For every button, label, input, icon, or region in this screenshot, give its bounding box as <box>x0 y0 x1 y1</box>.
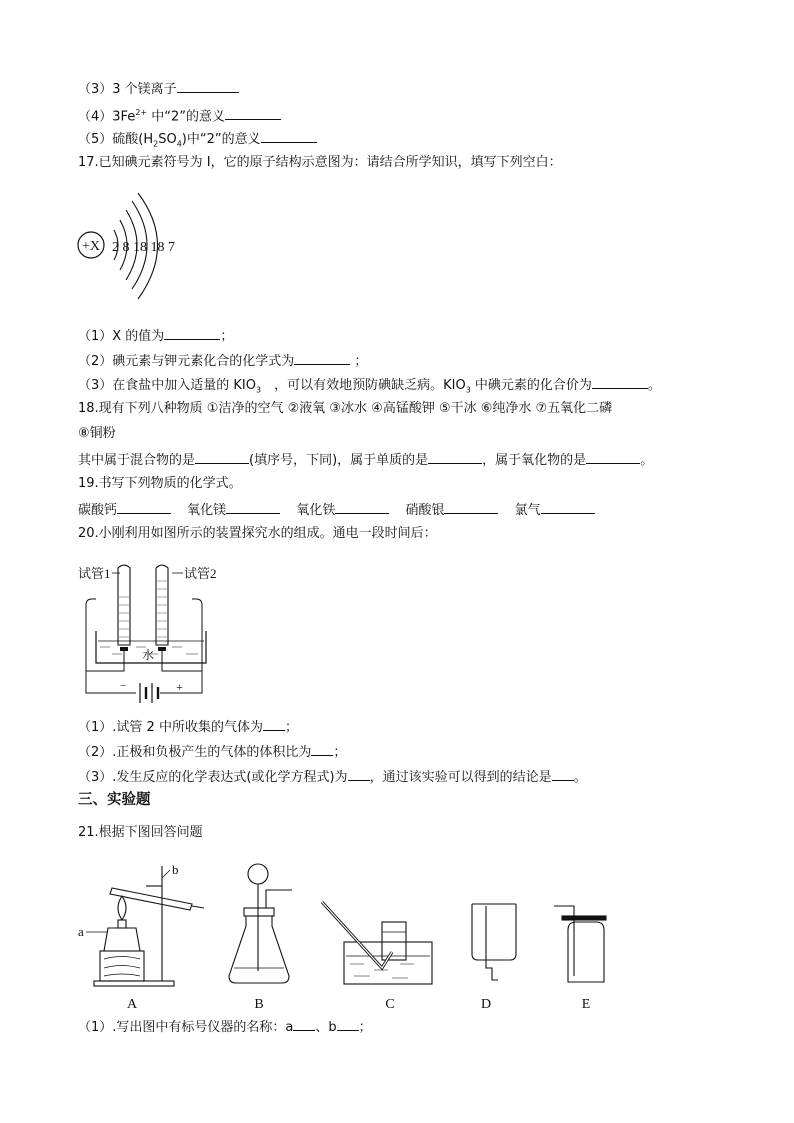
answer-blank[interactable] <box>586 450 640 464</box>
answer-blank[interactable] <box>541 500 595 514</box>
formula-item: 氧化铁 <box>296 503 389 518</box>
tube-2-liquid <box>157 581 167 637</box>
iodine-atom-structure-diagram <box>74 192 194 307</box>
q16-item4: $(4)3Fe^{2+}$ 中“2”的意义 <box>78 104 281 126</box>
nucleus-charge: +X <box>81 239 101 254</box>
flame <box>118 896 126 920</box>
delivery-tube-b <box>266 890 292 908</box>
q19-formula-row <box>78 500 595 520</box>
tube-1-liquid <box>119 597 129 637</box>
q20-sub1: （1）.试管 2 中所收集的气体为 ； <box>78 717 298 737</box>
q20-stem: 20.小刚利用如图所示的装置探究水的组成。通电一段时间后： <box>78 526 437 541</box>
answer-blank[interactable] <box>195 450 249 464</box>
q18-stem-cont: ⑧铜粉 <box>78 426 116 441</box>
q17-stem: 17.已知碘元素符号为 I，它的原子结构示意图为：请结合所学知识，填写下列空白： <box>78 155 562 170</box>
answer-blank[interactable] <box>225 106 281 120</box>
answer-blank[interactable] <box>164 326 220 340</box>
label-b: b <box>172 862 179 877</box>
funnel-bulb <box>248 864 268 884</box>
q21-sub1: （1）.写出图中有标号仪器的名称：a 、b ； <box>78 1017 372 1037</box>
label-apparatus-c: C <box>385 997 395 1012</box>
answer-blank[interactable] <box>348 767 370 781</box>
gas-bottle-e <box>568 922 604 982</box>
answer-blank[interactable] <box>261 129 317 143</box>
label-minus: − <box>120 680 127 692</box>
wire-left-outer <box>86 671 136 693</box>
label-apparatus-b: B <box>254 997 264 1012</box>
apparatus-e <box>554 906 606 982</box>
alcohol-lamp <box>104 928 140 951</box>
q16-item5: （5）硫酸$(H_2SO_4)$中“2”的意义 <box>78 129 317 154</box>
section-heading-experiment: 三、实验题 <box>78 792 151 808</box>
collecting-bottle-c <box>382 922 406 960</box>
inverted-bottle <box>472 904 516 960</box>
q17-sub1: （1）X 的值为 ； <box>78 326 233 346</box>
answer-blank[interactable] <box>592 375 648 389</box>
lab-apparatus-figure <box>74 856 614 1014</box>
answer-blank[interactable] <box>311 742 333 756</box>
label-apparatus-e: E <box>581 997 591 1012</box>
answer-blank[interactable] <box>428 450 482 464</box>
q19-stem: 19.书写下列物质的化学式。 <box>78 476 242 491</box>
q20-sub3: （3）.发生反应的化学表达式(或化学方程式)为 ，通过该实验可以得到的结论是 。 <box>78 767 587 787</box>
electrode-negative <box>120 647 128 651</box>
delivery-tube-d <box>486 906 498 980</box>
answer-blank[interactable] <box>263 717 285 731</box>
label-apparatus-d: D <box>480 997 492 1012</box>
formula-item: 氧化镁 <box>187 503 280 518</box>
label-a: a <box>78 924 84 939</box>
answer-blank[interactable] <box>293 1017 315 1031</box>
label-apparatus-a: A <box>126 997 138 1012</box>
iron-stand-base <box>94 981 174 986</box>
q17-sub2: （2）碘元素与钾元素化合的化学式为 ； <box>78 351 367 371</box>
label-test-tube-2: 试管2 <box>184 566 217 581</box>
electrolysis-apparatus-diagram <box>76 563 236 703</box>
q20-sub2: （2）.正极和负极产生的气体的体积比为 ； <box>78 742 346 762</box>
leader-b <box>162 870 170 878</box>
electrode-positive <box>158 647 166 651</box>
conical-flask <box>229 916 289 983</box>
q18-stem: 18.现有下列八种物质 ①洁净的空气 ②液氧 ③冰水 ④高锰酸钾 ⑤干冰 ⑥纯净水 ⑦五氧化二磷 <box>78 401 613 416</box>
answer-blank[interactable] <box>444 500 498 514</box>
label-water: 水 <box>142 648 155 662</box>
answer-blank[interactable] <box>117 500 171 514</box>
q16-item3: （3）3 个镁离子 <box>78 79 239 99</box>
answer-blank[interactable] <box>226 500 280 514</box>
glass-plate <box>562 916 606 920</box>
answer-blank[interactable] <box>294 351 350 365</box>
apparatus-d <box>472 904 516 980</box>
wood-block <box>100 951 144 981</box>
answer-blank[interactable] <box>335 500 389 514</box>
answer-blank[interactable] <box>337 1017 359 1031</box>
answer-blank[interactable] <box>552 767 574 781</box>
apparatus-a <box>94 866 204 986</box>
label-test-tube-1: 试管1 <box>78 566 111 581</box>
formula-item: 硝酸银 <box>405 503 498 518</box>
horizontal-test-tube <box>110 888 192 910</box>
stopper <box>244 908 274 916</box>
apparatus-b <box>229 864 292 983</box>
q17-sub3: （3）在食盐中加入适量的 $KIO_3$ ，可以有效地预防碘缺乏病。$KIO_3$ 中碘元素的化合价为 。 <box>78 375 661 400</box>
label-plus: + <box>176 680 183 694</box>
formula-item: 氯气 <box>515 503 595 518</box>
answer-blank[interactable] <box>177 79 239 93</box>
trough <box>344 942 432 984</box>
q21-stem: 21.根据下图回答问题 <box>78 825 203 840</box>
formula-item: 碳酸钙 <box>78 503 171 518</box>
apparatus-c <box>322 902 432 984</box>
q18-question: 其中属于混合物的是 (填序号，下同)，属于单质的是 ，属于氧化物的是 。 <box>78 450 653 470</box>
shell-electron-counts: 2 8 18 18 7 <box>112 240 175 255</box>
